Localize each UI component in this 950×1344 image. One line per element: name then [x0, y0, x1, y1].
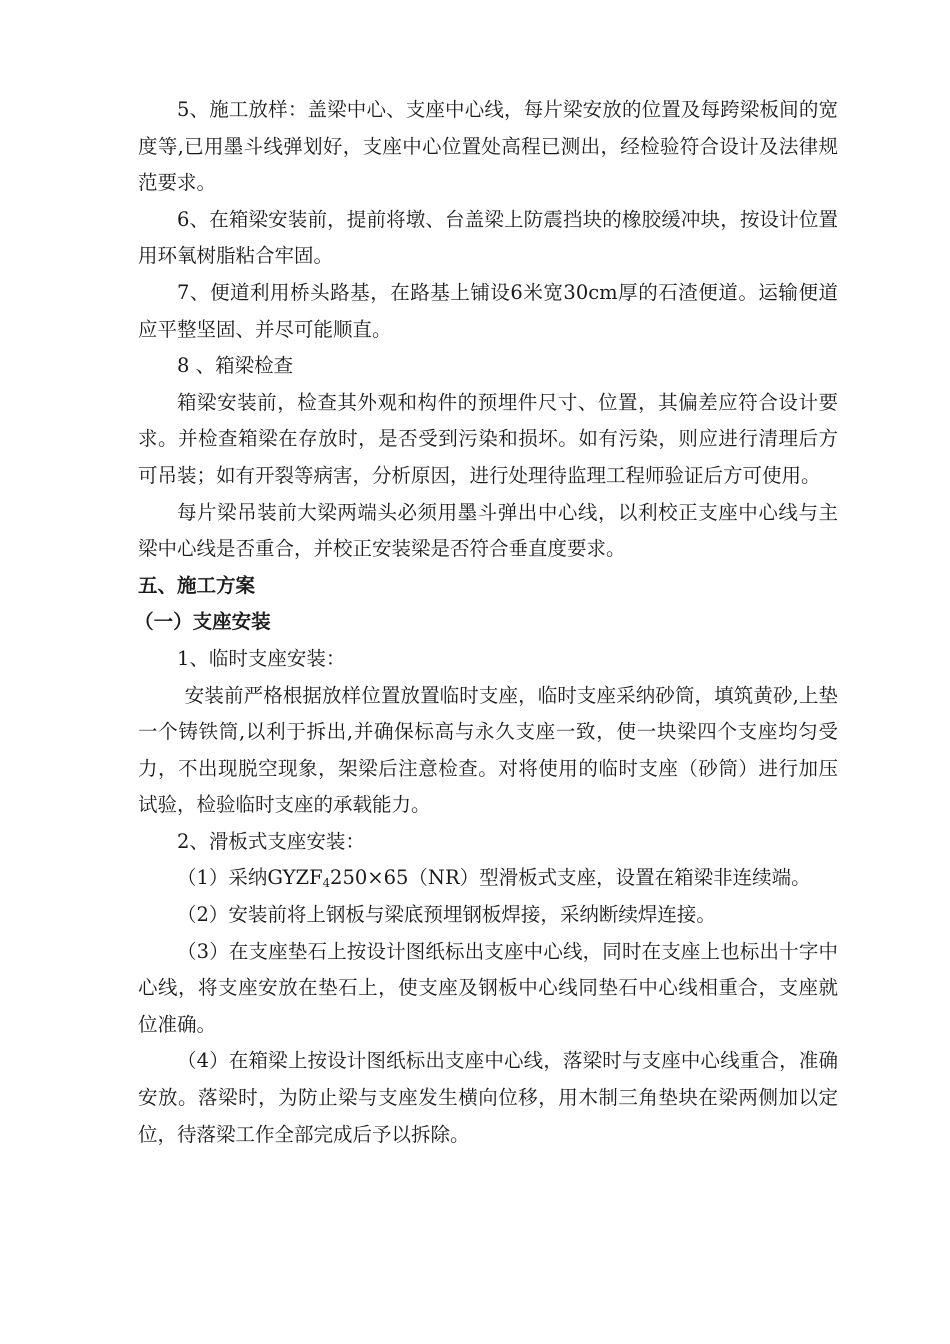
document-page	[134, 92, 838, 1153]
paragraph-box-girder-check-title: 8 、箱梁检查	[177, 354, 294, 378]
section-heading-construction-plan: 五、施工方案	[138, 573, 256, 597]
item-sliding-bearing-title: 2、滑板式支座安装：	[177, 829, 365, 853]
subsection-heading-bearing-installation: （一）支座安装	[134, 610, 271, 634]
paragraph-access-road: 7、便道利用桥头路基，在路基上铺设6米宽30cm厚的石渣便道。运输便道应平整坚固、并尽可能顺直。	[138, 280, 838, 341]
item-sliding-bearing-step-2: （2）安装前将上钢板与梁底预埋钢板焊接，采纳断续焊连接。	[177, 903, 716, 927]
paragraph-construction-layout: 5、施工放样：盖梁中心、支座中心线，每片梁安放的位置及每跨梁板间的宽度等,已用墨斗线弹划好，支座中心位置处高程已测出，经检验符合设计及法律规范要求。	[138, 98, 838, 195]
item-sliding-bearing-step-3: （3）在支座垫石上按设计图纸标出支座中心线，同时在支座上也标出十字中心线，将支座安放在垫石上，使支座及钢板中心线同垫石中心线相重合，支座就位准确。	[138, 939, 838, 1036]
paragraph-box-girder-check-body: 箱梁安装前，检查其外观和构件的预埋件尺寸、位置，其偏差应符合设计要求。并检查箱梁在存放时，是否受到污染和损坏。如有污染，则应进行清理后方可吊装；如有开裂等病害，分析原因，进行处理待监理工程师验证后方可使用。	[138, 390, 838, 487]
step-1-subscript: 4	[322, 876, 331, 891]
step-1-text-pre: （1）采纳GYZF	[177, 866, 323, 890]
step-1-text-post: 250×65（NR）型滑板式支座，设置在箱梁非连续端。	[330, 866, 811, 890]
item-temporary-bearing-body: 安装前严格根据放样位置放置临时支座，临时支座采纳砂筒，填筑黄砂,上垫一个铸铁筒,以利于拆出,并确保标高与永久支座一致，使一块梁四个支座均匀受力，不出现脱空现象，架梁后注意检查。对将使用的临时支座（砂筒）进行加压试验，检验临时支座的承载能力。	[138, 683, 838, 817]
item-sliding-bearing-step-1	[138, 860, 838, 897]
item-sliding-bearing-step-4: （4）在箱梁上按设计图纸标出支座中心线，落梁时与支座中心线重合，准确安放。落梁时，为防止梁与支座发生横向位移，用木制三角垫块在梁两侧加以定位，待落梁工作全部完成后予以拆除。	[138, 1049, 838, 1146]
paragraph-rubber-buffer: 6、在箱梁安装前，提前将墩、台盖梁上防震挡块的橡胶缓冲块，按设计位置用环氧树脂粘合牢固。	[138, 207, 838, 268]
paragraph-centerline-marking: 每片梁吊装前大梁两端头必须用墨斗弹出中心线，以利校正支座中心线与主梁中心线是否重合，并校正安装梁是否符合垂直度要求。	[138, 500, 838, 561]
item-temporary-bearing-title: 1、临时支座安装：	[177, 646, 346, 670]
